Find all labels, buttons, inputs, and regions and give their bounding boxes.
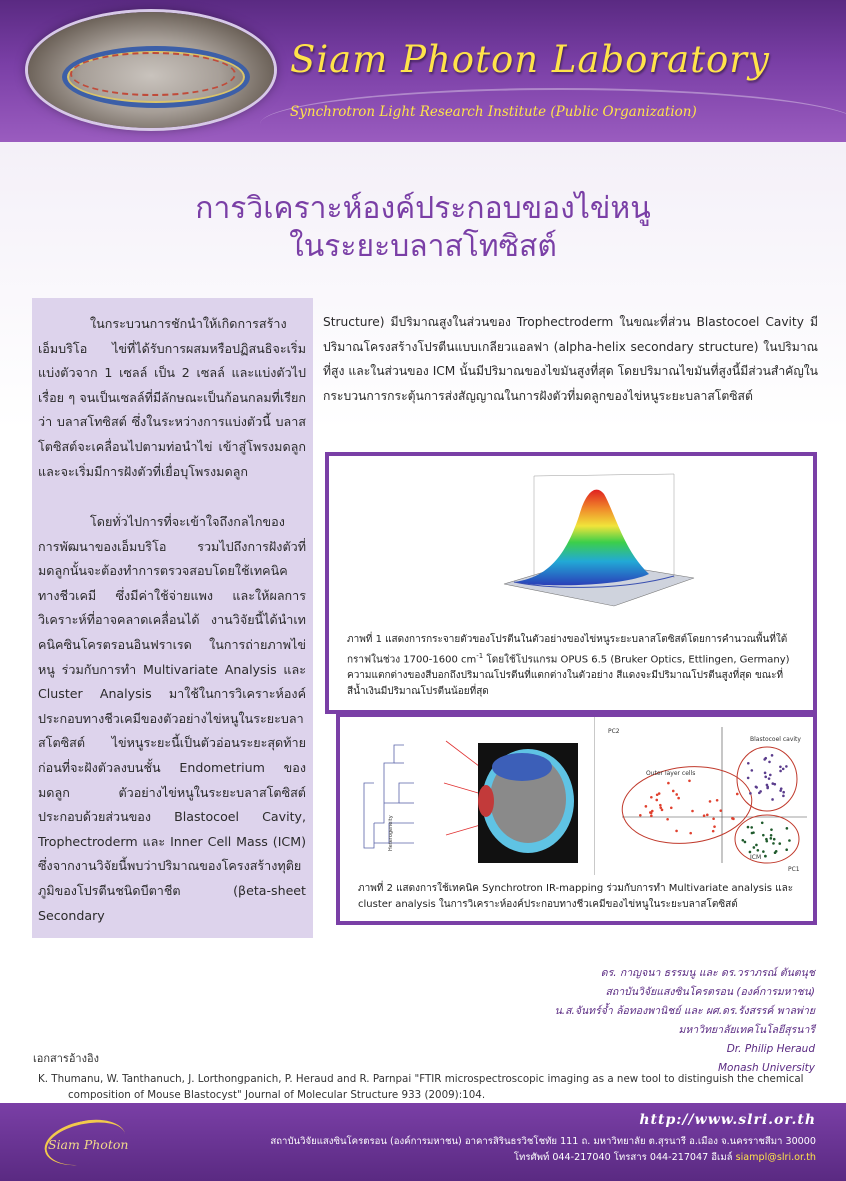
pc1-axis-label: PC1: [788, 866, 800, 873]
pca-point: [645, 805, 648, 808]
author-credits: [430, 964, 815, 1078]
paragraph-1: ในกระบวนการชักนำให้เกิดการสร้างเอ็มบริโอ ไข่ที่ได้รับการผสมหรือปฏิสนธิจะเริ่มแบ่งตัวจาก 1 เซลล์ เป็น 2 เซลล์ และแบ่งตัวไปเรื่อย ๆ จนเป็นเซลล์ที่มีลักษณะเป็นก้อนกลมที่เรียกว่า บลาสโทซิสต์ ซึ่งในระหว่างการแบ่งตัวนี้ บลาสโตซิสต์จะเคลื่อนไปตามท่อนำไข่ เข้าสู่โพรงมดลูกและจะเริ่มมีการฝังตัวที่เยื่อบุโพรงมดลูก: [38, 316, 306, 479]
pca-point: [658, 792, 661, 795]
pca-point: [782, 768, 785, 771]
figure-1-caption: ภาพที่ 1 แสดงการกระจายตัวของโปรตีนในตัวอย่างของไข่หนูระยะบลาสโตซิสต์โดยการคำนวณพื้นที่ใต้กราฟในช่วง 1700-1600 $cm^{-1}$ โดยใช้โปรแกรม OPUS 6.5 (Bruker Optics, Ettlingen, Germany) ความแตกต่างของสีบอกถึงปริมาณโปรตีนที่แตกต่างในตัวอย่าง สีแดงจะมีปริมาณโปรตีนสูงที่สุด ขณะที่สีน้ำเงินมีปริมาณโปรตีนน้อยที่สุด: [347, 634, 790, 698]
figure-1: [325, 452, 817, 714]
pca-point: [650, 796, 653, 799]
author-line: น.ส.จันทร์จ้ำ ล้อทองพานิชย์ และ ผศ.ดร.รังสรรค์ พาลพ่าย: [554, 1005, 815, 1017]
cluster-label-outer: Outer layer cells: [646, 770, 696, 777]
pca-point: [667, 782, 670, 785]
contact-info: [216, 1134, 816, 1166]
pc2-axis-label: PC2: [608, 728, 620, 735]
pca-point: [771, 782, 774, 785]
pca-point: [659, 804, 662, 807]
header-banner: [0, 0, 846, 142]
pca-point: [753, 846, 756, 849]
pca-point: [709, 800, 712, 803]
pca-point: [770, 828, 773, 831]
pca-point: [779, 770, 782, 773]
article-title-line1: การวิเคราะห์องค์ประกอบของไข่หนู: [195, 191, 651, 226]
pca-point: [749, 792, 752, 795]
pca-point: [650, 815, 653, 818]
author-line: Monash University: [717, 1062, 815, 1074]
reference-entry: K. Thumanu, W. Tanthanuch, J. Lorthongpanich, P. Heraud and R. Parnpai "FTIR microspectroscopic imaging as a new tool to distinguish the chemical composition of Mouse Blastocyst" Journal of Molecular Structure 933 (2009):104.: [38, 1073, 804, 1101]
pca-point: [639, 814, 642, 817]
pca-point: [736, 793, 739, 796]
author-line: Dr. Philip Heraud: [726, 1043, 815, 1055]
pca-point: [651, 810, 654, 813]
lab-subtitle: Synchrotron Light Research Institute (Public Organization): [290, 104, 697, 120]
article-title-line2: ในระยะบลาสโทซิสต์: [289, 229, 557, 264]
email-link[interactable]: siampl@slri.or.th: [735, 1152, 816, 1163]
dendrogram-axis-label: Heterogeneity: [388, 815, 394, 851]
pca-point: [772, 842, 775, 845]
pca-point: [782, 795, 785, 798]
pca-point: [757, 849, 760, 852]
siam-photon-logo: Siam Photon: [34, 1113, 134, 1169]
pca-point: [706, 814, 709, 817]
pca-point: [750, 826, 753, 829]
pca-point: [719, 809, 722, 812]
pca-point: [691, 810, 694, 813]
pca-point: [768, 777, 771, 780]
references-heading: เอกสารอ้างอิง: [33, 1052, 99, 1065]
pca-point: [747, 826, 750, 829]
pca-point: [788, 839, 791, 842]
pca-point: [755, 844, 758, 847]
pca-point: [771, 798, 774, 801]
pca-point: [713, 825, 716, 828]
pca-point: [677, 797, 680, 800]
pca-point: [659, 806, 662, 809]
pca-point: [661, 809, 664, 812]
pca-point: [666, 818, 669, 821]
website-link[interactable]: http://www.slri.or.th: [639, 1112, 816, 1128]
protein-distribution-3d-plot: [474, 466, 714, 616]
pca-point: [762, 850, 765, 853]
pca-point: [770, 834, 773, 837]
pca-point: [755, 786, 758, 789]
pca-point: [672, 790, 675, 793]
pca-point: [712, 817, 715, 820]
pca-point: [744, 841, 747, 844]
pca-point: [762, 834, 765, 837]
author-line: สถาบันวิจัยแสงซินโครตรอน (องค์การมหาชน): [605, 986, 815, 998]
cluster-label-blastocoel: Blastocoel cavity: [750, 736, 801, 743]
author-line: ดร. กาญจนา ธรรมนู และ ดร.วราภรณ์ ตันตนุช: [600, 967, 815, 979]
pca-point: [758, 792, 761, 795]
cluster-label-icm: ICM: [750, 854, 762, 861]
pca-point: [670, 806, 673, 809]
pca-point: [655, 799, 658, 802]
pca-point: [770, 837, 773, 840]
pca-point: [764, 772, 767, 775]
cluster-analysis-map: [354, 723, 588, 873]
pca-point: [764, 855, 767, 858]
pca-point: [769, 774, 772, 777]
figure-2-caption: ภาพที่ 2 แสดงการใช้เทคนิค Synchrotron IR-mapping ร่วมกับการทำ Multivariate analysis และ cluster analysis ในการวิเคราะห์องค์ประกอบทางชีวเคมีของไข่หนูในระยะบลาสโตซิสต์: [358, 883, 794, 910]
pca-point: [779, 789, 782, 792]
blastocoel-ellipse: [737, 747, 797, 811]
pca-point: [785, 765, 788, 768]
figure-2: [336, 713, 817, 925]
pca-scatter-plot: [602, 721, 812, 875]
synchrotron-ring-photo: [28, 12, 274, 128]
pca-point: [774, 851, 777, 854]
pca-point: [766, 787, 769, 790]
lab-title: Siam Photon Laboratory: [290, 38, 770, 81]
icm-region: [492, 753, 552, 781]
pca-point: [751, 769, 754, 772]
figure-2-divider: [594, 717, 595, 875]
paragraph-2: โดยทั่วไปการที่จะเข้าใจถึงกลไกของการพัฒนาของเอ็มบริโอ รวมไปถึงการฝังตัวที่มดลูกนั้นจะต้องทำการตรวจสอบโดยใช้เทคนิคทางชีวเคมี ซึ่งมีค่าใช้จ่ายแพง และให้ผลการวิเคราะห์ที่อาจคลาดเคลื่อนได้ งานวิจัยนี้ได้นำเทคนิคซินโครตรอนอินฟราเรด ในการถ่ายภาพไข่หนู ร่วมกับการทำ Multivariate Analysis และ Cluster Analysis มาใช้ในการวิเคราะห์องค์ประกอบทางชีวเคมีของตัวอย่างไข่หนูในระยะบลาสโตซิสต์ ไข่หนูระยะนี้เป็นตัวอ่อนระยะสุดท้ายก่อนที่จะฝังตัวลงบนชั้น Endometrium ของมดลูก ตัวอย่างไข่หนูในระยะบลาสโตซิสต์ประกอบด้วยส่วนของ Blastocoel Cavity, Trophectroderm และ Inner Cell Mass (ICM) ซึ่งจากงานวิจัยนี้พบว่าปริมาณของโครงสร้างทุติยภูมิของโปรตีนชนิดบีตาชีต (βeta-sheet Secondary: [38, 514, 306, 923]
address-line: สถาบันวิจัยแสงซินโครตรอน (องค์การมหาชน) อาคารสิรินธรวิชโชทัย 111 ถ. มหาวิทยาลัย ต.สุรนารี อ.เมือง จ.นครราชสีมา 30000: [270, 1136, 816, 1147]
article-title: [0, 190, 846, 266]
pca-point: [786, 827, 789, 830]
pca-point: [675, 793, 678, 796]
pca-point: [712, 830, 715, 833]
paragraph-2-continued: Structure) มีปริมาณสูงในส่วนของ Trophectroderm ในขณะที่ส่วน Blastocoel Cavity มีปริมาณโครงสร้างโปรตีนแบบเกลียวแอลฟา (alpha-helix secondary structure) ในปริมาณที่สูง และในส่วนของ ICM นั้นมีปริมาณของไขมันสูงที่สุด โดยปริมาณไขมันที่สูงนี้มีส่วนสำคัญในกระบวนการกระตุ้นการส่งสัญญาณในการฝังตัวที่มดลูกของไข่หนูระยะบลาสโตซิสต์: [323, 315, 818, 403]
pca-point: [749, 851, 752, 854]
pca-point: [764, 776, 767, 779]
pca-point: [703, 814, 706, 817]
pca-point: [688, 779, 691, 782]
pca-point: [752, 831, 755, 834]
pca-point: [782, 791, 785, 794]
pca-point: [747, 762, 750, 765]
pca-point: [765, 838, 768, 841]
pca-point: [741, 839, 744, 842]
contact-line: โทรศัพท์ 044-217040 โทรสาร 044-217047 อีเมล์ siampl@slri.or.th: [513, 1152, 816, 1163]
pca-point: [771, 754, 774, 757]
pca-point: [785, 848, 788, 851]
pca-point: [689, 832, 692, 835]
pca-point: [779, 765, 782, 768]
pca-point: [773, 838, 776, 841]
pca-point: [747, 777, 750, 780]
pca-point: [764, 757, 767, 760]
pca-point: [716, 799, 719, 802]
pca-point: [761, 821, 764, 824]
pca-point: [768, 761, 771, 764]
author-line: มหาวิทยาลัยเทคโนโลยีสุรนารี: [678, 1024, 815, 1036]
pca-point: [778, 842, 781, 845]
pca-point: [675, 830, 678, 833]
pca-point: [732, 818, 735, 821]
